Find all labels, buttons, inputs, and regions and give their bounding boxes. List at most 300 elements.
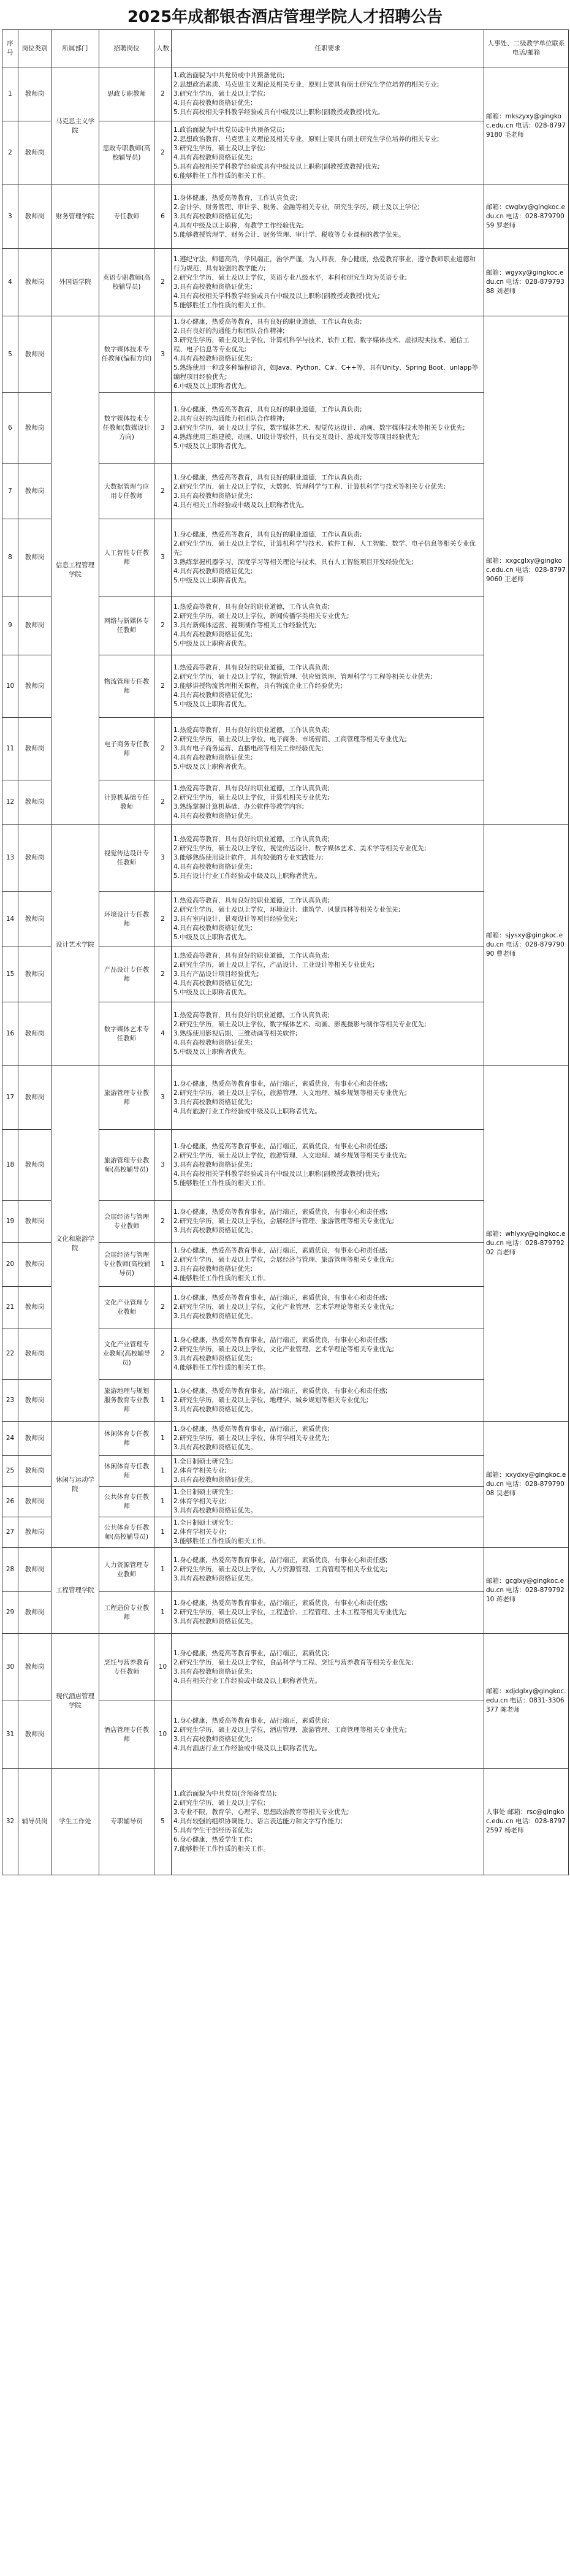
cell-count: 10 (154, 1701, 172, 1769)
cell-department: 学生工作处 (51, 1769, 99, 1875)
requirement-line: 4.具有旅游行业工作经验或中级及以上职称者优先。 (173, 1107, 322, 1115)
requirement-line: 2.研究生学历，硕士及以上学位，文化产业管理、艺术学理论等相关专业优先; (173, 1345, 395, 1353)
cell-count: 2 (154, 892, 172, 947)
cell-requirements (172, 1701, 484, 1769)
cell-requirements (172, 892, 484, 947)
cell-requirements (172, 1517, 484, 1548)
requirement-line: 1.身心健康，热爱高等教育事业，品行端正，素质优良，有事业心和责任感; (173, 1246, 388, 1254)
cell-requirements (172, 1548, 484, 1592)
cell-count: 1 (154, 1487, 172, 1517)
requirement-line: 3.具有高校教师资格证优先; (173, 1354, 253, 1362)
requirement-line: 2.研究生学历，硕士及以上学位，电子商务、市场营销、工商管理等相关专业优先; (173, 736, 408, 743)
cell-no: 7 (2, 464, 18, 519)
requirement-line: 2.研究生学历，硕士及以上学位，地理学、城乡规划等相关专业优先; (173, 1397, 369, 1404)
cell-no: 17 (2, 1066, 18, 1130)
cell-category: 教师岗 (18, 1201, 51, 1243)
requirement-line: 4.具有高校教师资格证优先; (173, 99, 253, 107)
cell-no: 20 (2, 1243, 18, 1287)
header-count: 人数 (154, 30, 172, 67)
cell-post: 人力资源管理专业教师 (99, 1548, 154, 1592)
cell-requirements (172, 249, 484, 316)
requirement-line: 3.具有室内设计、景观设计等项目经验优先; (173, 915, 298, 923)
cell-count: 1 (154, 1517, 172, 1548)
requirement-line: 4.熟练使用三维建模、动画、UI设计等软件，具有交互设计、游戏开发等项目经验优先; (173, 433, 420, 441)
cell-post: 英语专职教师(高校辅导员) (99, 249, 154, 316)
cell-no: 27 (2, 1517, 18, 1548)
cell-count: 3 (154, 316, 172, 393)
cell-requirements (172, 1066, 484, 1130)
cell-no: 31 (2, 1701, 18, 1769)
cell-count: 2 (154, 1328, 172, 1380)
requirement-line: 5.具有高校相关学科教学经验或具有中级及以上职称(副教授或教授)优先; (173, 162, 380, 170)
requirement-line: 4.具有相关工作经验或中级及以上职称者优先。 (173, 501, 309, 509)
requirement-line: 1.身体健康，热爱高等教育，工作认真负责; (173, 194, 298, 202)
requirement-line: 5.中级及以上职称者优先。 (173, 443, 251, 450)
cell-post: 大数据管理与应用专任教师 (99, 464, 154, 519)
requirement-line: 3.研究生学历，硕士及以上学位; (173, 90, 266, 97)
table-row (2, 1548, 569, 1592)
cell-category: 教师岗 (18, 892, 51, 947)
cell-category: 教师岗 (18, 1634, 51, 1701)
cell-no: 13 (2, 825, 18, 892)
cell-post: 环境设计专任教师 (99, 892, 154, 947)
cell-no: 28 (2, 1548, 18, 1592)
cell-requirements (172, 185, 484, 249)
requirement-line: 1.热爱高等教育，具有良好的职业道德，工作认真负责; (173, 897, 330, 904)
requirement-line: 4.具有高校教师资格证优先; (173, 863, 253, 871)
requirement-line: 3.研究生学历，硕士及以上学位; (173, 144, 266, 152)
requirement-line: 2.研究生学历，硕士及以上学位，环境设计、建筑学、风景园林等相关专业优先; (173, 906, 401, 913)
cell-count: 1 (154, 1548, 172, 1592)
cell-count: 2 (154, 947, 172, 1002)
cell-requirements (172, 1634, 484, 1701)
requirement-line: 2.研究生学历，硕士及以上学位，文化产业管理、艺术学理论等相关专业优先; (173, 1303, 395, 1311)
cell-category: 教师岗 (18, 655, 51, 718)
requirement-line: 1.身心健康，热爱高等教育事业，品行端正，素质优良，有事业心和责任感; (173, 1143, 388, 1150)
requirement-line: 2.研究生学历，硕士及以上学位，食品科学与工程、烹饪与营养教育等相关专业优先; (173, 1658, 414, 1666)
cell-post: 会展经济与管理专业教师(高校辅导员) (99, 1243, 154, 1287)
cell-requirements (172, 1130, 484, 1201)
cell-no: 9 (2, 596, 18, 655)
page-title: 2025年成都银杏酒店管理学院人才招聘公告 (127, 8, 443, 26)
cell-category: 教师岗 (18, 1487, 51, 1517)
requirement-line: 3.具有高校教师资格证优先; (173, 1098, 253, 1106)
cell-count: 1 (154, 1422, 172, 1456)
cell-requirements (172, 1328, 484, 1380)
cell-category: 教师岗 (18, 947, 51, 1002)
requirement-line: 3.研究生学历，硕士及以上学位，计算机科学与技术、软件工程、数字媒体技术、虚拟现实技术、通信工程、电子信息等专业优先; (173, 337, 469, 353)
cell-contact: 邮箱：whlyxy@gingkoc.edu.cn 电话：028-87979202 肖老师 (484, 1066, 569, 1422)
table-row (2, 1634, 569, 1701)
cell-count: 3 (154, 1130, 172, 1201)
cell-post: 数字媒体艺术专任教师 (99, 1002, 154, 1066)
cell-post: 专任教师 (99, 185, 154, 249)
requirement-line: 2.思想政治素质、马克思主义理论及相关专业，原则上要具有硕士研究生学位培养的相关专业; (173, 81, 439, 88)
requirement-line: 5.能够胜任工作性质的相关工作。 (173, 1179, 270, 1187)
requirement-line: 5.中级及以上职称者优先。 (173, 576, 251, 584)
cell-category: 教师岗 (18, 1380, 51, 1422)
cell-category: 教师岗 (18, 1066, 51, 1130)
requirement-line: 5.能够教授管理学、财务会计、财务管理、审计学、税收等专业课程的教学优先。 (173, 231, 405, 238)
cell-no: 15 (2, 947, 18, 1002)
requirement-line: 5.能够胜任工作性质的相关工作。 (173, 301, 270, 309)
cell-no: 30 (2, 1634, 18, 1701)
requirement-line: 3.具有高校教师资格证优先; (173, 213, 253, 220)
cell-category: 教师岗 (18, 1422, 51, 1456)
cell-category: 教师岗 (18, 718, 51, 780)
table-row (2, 825, 569, 892)
header-post: 招聘岗位 (99, 30, 154, 67)
cell-contact: 人事处 邮箱：rsc@gingkoc.edu.cn 电话：028-87972597 杨老师 (484, 1769, 569, 1875)
cell-count: 2 (154, 249, 172, 316)
requirement-line: 2.研究生学历，硕士及以上学位，人力资源管理、工商管理等相关专业优先; (173, 1566, 388, 1573)
requirement-line: 1.身心健康，热爱高等教育事业，品行端正，素质优良，有事业心和责任感; (173, 1557, 388, 1564)
cell-count: 3 (154, 519, 172, 596)
requirement-line: 3.具有产品设计项目经验优先; (173, 970, 259, 978)
cell-category: 辅导员岗 (18, 1769, 51, 1875)
cell-category: 教师岗 (18, 1130, 51, 1201)
cell-category: 教师岗 (18, 464, 51, 519)
requirement-line: 3.能够胜任工作性质的相关工作。 (173, 1538, 270, 1545)
requirement-line: 2.研究生学历，硕士及以上学位，旅游管理、人文地理、城乡规划等相关专业优先; (173, 1152, 408, 1159)
cell-no: 25 (2, 1456, 18, 1487)
cell-category: 教师岗 (18, 316, 51, 393)
cell-requirements (172, 316, 484, 393)
requirement-line: 1.身心健康，热爱高等教育事业，品行端正，素质优良; (173, 1425, 330, 1433)
cell-requirements (172, 519, 484, 596)
requirement-line: 2.研究生学历，硕士及以上学位; (173, 1799, 266, 1807)
cell-no: 22 (2, 1328, 18, 1380)
cell-post: 文化产业管理专业教师(高校辅导员) (99, 1328, 154, 1380)
requirement-line: 1.身心健康，热爱高等教育事业，品行端正，素质优良，有事业心和责任感; (173, 1080, 388, 1088)
cell-department: 设计艺术学院 (51, 825, 99, 1066)
requirement-line: 3.具有高校教师资格证优先。 (173, 1618, 257, 1625)
requirement-line: 5.中级及以上职称者优先。 (173, 763, 251, 771)
requirement-line: 1.全日制硕士研究生; (173, 1488, 234, 1496)
cell-department: 财务管理学院 (51, 185, 99, 249)
requirement-line: 2.研究生学历，硕士及以上学位，大数据、管理科学与工程、计算机科学与技术等相关专业优先; (173, 482, 446, 490)
requirement-line: 4.具有高校教师资格证优先; (173, 692, 253, 699)
cell-category: 教师岗 (18, 1701, 51, 1769)
requirement-line: 2.研究生学历，硕士及以上学位，体育学相关专业优先; (173, 1435, 330, 1442)
cell-department: 工程管理学院 (51, 1548, 99, 1634)
table-body (2, 67, 569, 1875)
requirement-line: 3.能够熟练使用设计软件，具有较强的专业实践能力; (173, 854, 324, 861)
requirement-line: 3.具有高校教师资格证优先。 (173, 1444, 257, 1451)
requirement-line: 3.能够讲授物流管理相关课程，具有物流企业工作经验优先; (173, 682, 343, 690)
cell-category: 教师岗 (18, 780, 51, 825)
header-no: 序号 (2, 30, 18, 67)
cell-category: 教师岗 (18, 1517, 51, 1548)
requirement-line: 4.能够胜任工作性质的相关工作。 (173, 1363, 270, 1371)
cell-department: 休闲与运动学院 (51, 1422, 99, 1548)
requirement-line: 2.研究生学历，硕士及以上学位，旅游管理、人文地理、城乡规划等相关专业优先; (173, 1089, 408, 1097)
requirement-line: 1.热爱高等教育，具有良好的职业道德，工作认真负责; (173, 952, 330, 959)
cell-no: 23 (2, 1380, 18, 1422)
requirement-line: 1.身心健康，热爱高等教育事业，品行端正，素质优良，有事业心和责任感; (173, 1208, 388, 1216)
requirement-line: 4.具有高校相关学科教学经验或具有中级及以上职称(副教授或教授)优先; (173, 292, 380, 300)
cell-post: 休闲体育专任教师 (99, 1456, 154, 1487)
cell-no: 10 (2, 655, 18, 718)
cell-no: 5 (2, 316, 18, 393)
requirement-line: 4.能够胜任工作性质的相关工作。 (173, 1274, 270, 1282)
table-row (2, 316, 569, 393)
requirement-line: 2.研究生学历，硕士及以上学位，新闻传播学类相关专业优先; (173, 612, 349, 620)
cell-count: 2 (154, 67, 172, 121)
requirement-line: 3.具有高校教师资格证优先。 (173, 1227, 257, 1234)
cell-count: 2 (154, 464, 172, 519)
requirement-line: 1.遵纪守法，师德高尚，学风端正，治学严谨，为人师表，身心健康，热爱教育事业，遵守教师职业道德和行为规范，具有较强的教学能力; (173, 255, 476, 272)
cell-department: 现代酒店管理学院 (51, 1634, 99, 1769)
cell-no: 16 (2, 1002, 18, 1066)
cell-requirements (172, 121, 484, 185)
table-row (2, 1422, 569, 1456)
requirement-line: 1.热爱高等教育，具有良好的职业道德，工作认真负责; (173, 784, 330, 792)
requirement-line: 4.具有高校教师资格证优先; (173, 980, 253, 987)
cell-contact: 邮箱：cwglxy@gingkoc.edu.cn 电话：028-87979059 罗老师 (484, 185, 569, 249)
cell-count: 2 (154, 780, 172, 825)
requirement-line: 2.具有良好的沟通能力和团队合作精神; (173, 415, 285, 422)
requirement-line: 4.具有高校教师资格证优先; (173, 153, 253, 161)
cell-contact: 邮箱：xdjdglxy@gingkoc.edu.cn 电话：0831-3306377 陈老师 (484, 1634, 569, 1769)
requirement-line: 3.研究生学历，硕士及以上学位，数字媒体艺术、视觉传达设计、动画、数字媒体技术等相关专业优先; (173, 424, 465, 432)
cell-requirements (172, 1002, 484, 1066)
requirement-line: 1.身心健康，热爱高等教育，具有良好的职业道德，工作认真负责; (173, 406, 362, 413)
requirement-line: 4.具有酒店行业工作经验或中级及以上职称者优先。 (173, 1744, 322, 1752)
requirement-line: 2.研究生学历，硕士及以上学位，英语专业八级水平，本科和研究生均为英语专业; (173, 273, 408, 281)
cell-requirements (172, 67, 484, 121)
requirement-line: 1.热爱高等教育，具有良好的职业道德，工作认真负责; (173, 664, 330, 671)
requirement-line: 1.热爱高等教育，具有良好的职业道德，工作认真负责; (173, 1012, 330, 1019)
requirement-line: 3.具有电子商务运营、直播电商等相关工作经验优先; (173, 745, 324, 752)
requirement-line: 2.体育学相关专业; (173, 1528, 227, 1536)
cell-requirements (172, 1487, 484, 1517)
requirement-line: 7.能够胜任工作性质的相关工作。 (173, 1845, 270, 1853)
requirement-line: 1.身心健康，热爱高等教育事业，品行端正，素质优良，有事业心和责任感; (173, 1599, 388, 1607)
requirement-line: 2.研究生学历，硕士及以上学位，视觉传达设计、数字媒体艺术、美术学等相关专业优先; (173, 845, 427, 852)
cell-count: 1 (154, 1456, 172, 1487)
cell-category: 教师岗 (18, 825, 51, 892)
requirement-line: 3.具有高校教师资格证优先; (173, 283, 253, 291)
requirement-line: 1.热爱高等教育，具有良好的职业道德，工作认真负责; (173, 603, 330, 611)
cell-count: 4 (154, 1002, 172, 1066)
requirement-line: 3.具有高校教师资格证优先。 (173, 1313, 257, 1320)
cell-post: 旅游管理专业教师 (99, 1066, 154, 1130)
cell-department: 信息工程管理学院 (51, 316, 99, 825)
cell-no: 14 (2, 892, 18, 947)
cell-count: 2 (154, 1201, 172, 1243)
cell-count: 1 (154, 1592, 172, 1634)
requirement-line: 4.具有高校相关学科教学经验或具有中级及以上职称(副教授或教授)优先; (173, 1170, 380, 1178)
requirement-line: 2.研究生学历，硕士及以上学位，产品设计、工业设计等相关专业优先; (173, 961, 375, 969)
requirement-line: 3.具有新媒体运营、视频制作等相关工作经验优先; (173, 622, 317, 629)
cell-post: 人工智能专任教师 (99, 519, 154, 596)
cell-category: 教师岗 (18, 1328, 51, 1380)
cell-contact: 邮箱：gcglxy@gingkoc.edu.cn 电话：028-87979210 蒋老师 (484, 1548, 569, 1634)
requirement-line: 2.具有良好的沟通能力和团队合作精神; (173, 327, 285, 335)
cell-post: 视觉传达设计专任教师 (99, 825, 154, 892)
requirement-line: 4.具有高校教师资格证优先; (173, 355, 253, 362)
cell-contact: 邮箱：xxydxy@gingkoc.edu.cn 电话：028-87979008 吴老师 (484, 1422, 569, 1548)
cell-department: 外国语学院 (51, 249, 99, 316)
requirement-line: 1.政治面貌为中共党员或中共预备党员; (173, 72, 285, 79)
cell-requirements (172, 780, 484, 825)
requirement-line: 4.具有高校教师资格证优先; (173, 567, 253, 575)
requirement-line: 5.具有设计行业工作经验或中级及以上职称者优先。 (173, 872, 322, 880)
cell-requirements (172, 1380, 484, 1422)
requirement-line: 4.具有高校教师资格证优先; (173, 631, 253, 638)
requirement-line: 1.身心健康，热爱高等教育事业，品行端正，素质优良; (173, 1649, 330, 1657)
requirement-line: 3.具有高校教师资格证优先。 (173, 1476, 257, 1484)
cell-contact: 邮箱：mkszyxy@gingkoc.edu.cn 电话：028-87979180 毛老师 (484, 67, 569, 185)
cell-count: 2 (154, 655, 172, 718)
cell-category: 教师岗 (18, 519, 51, 596)
header-contact: 人事处、二级教学单位联系电话/邮箱 (484, 30, 569, 67)
cell-post: 数字媒体技术专任教师(编程方向) (99, 316, 154, 393)
requirement-line: 6.身心健康，热爱学生工作; (173, 1836, 253, 1843)
cell-post: 工程造价专业教师 (99, 1592, 154, 1634)
cell-no: 8 (2, 519, 18, 596)
table-row (2, 1066, 569, 1130)
cell-no: 2 (2, 121, 18, 185)
cell-post: 物流管理专任教师 (99, 655, 154, 718)
requirement-line: 1.身心健康，热爱高等教育，具有良好的职业道德，工作认真负责; (173, 473, 362, 481)
cell-count: 3 (154, 825, 172, 892)
header-department: 所属部门 (51, 30, 99, 67)
requirement-line: 4.具有较强的组织协调能力、语言表达能力和文字写作能力; (173, 1818, 343, 1825)
requirement-line: 1.身心健康，热爱高等教育事业，品行端正，素质优良，有事业心和责任感; (173, 1294, 388, 1301)
table-row (2, 185, 569, 249)
cell-category: 教师岗 (18, 1287, 51, 1328)
requirement-line: 4.具有中级及以上职称，有教学工作经验优先; (173, 222, 305, 229)
cell-no: 19 (2, 1201, 18, 1243)
cell-post: 产品设计专任教师 (99, 947, 154, 1002)
cell-count: 5 (154, 1769, 172, 1875)
cell-count: 2 (154, 718, 172, 780)
requirement-line: 2.体育学相关专业; (173, 1467, 227, 1474)
requirement-line: 3.具有高校教师资格证优先。 (173, 1507, 257, 1514)
requirement-line: 5.具有学生干部经历者优先; (173, 1827, 253, 1834)
cell-post: 思政专职教师 (99, 67, 154, 121)
requirement-line: 4.具有高校教师资格证优先; (173, 1039, 253, 1046)
recruitment-table (2, 29, 569, 1875)
cell-requirements (172, 655, 484, 718)
cell-requirements (172, 1422, 484, 1456)
requirement-line: 6.中级及以上职称者优先。 (173, 383, 251, 390)
requirement-line: 3.具有高校教师资格证优先; (173, 492, 253, 500)
requirement-line: 1.热爱高等教育，具有良好的职业道德，工作认真负责; (173, 726, 330, 734)
requirement-line: 3.具有高校教师资格证优先。 (173, 1575, 257, 1582)
cell-requirements (172, 393, 484, 464)
cell-category: 教师岗 (18, 1592, 51, 1634)
cell-requirements (172, 947, 484, 1002)
requirement-line: 1.身心健康，热爱高等教育事业，品行端正，素质优良，有事业心和责任感; (173, 1336, 388, 1344)
requirement-line: 1.身心健康，热爱高等教育，具有良好的职业道德，工作认真负责; (173, 530, 362, 538)
table-header-row (2, 30, 569, 67)
requirement-line: 5.中级及以上职称者优先。 (173, 701, 251, 708)
cell-no: 32 (2, 1769, 18, 1875)
requirement-line: 2.研究生学历，硕士及以上学位，酒店管理、旅游管理、工商管理等相关专业优先; (173, 1726, 408, 1734)
header-requirements: 任职要求 (172, 30, 484, 67)
requirement-line: 2.研究生学历，硕士及以上学位，数字媒体艺术、动画、影视摄影与制作等相关专业优先; (173, 1021, 427, 1028)
cell-count: 2 (154, 1287, 172, 1328)
cell-category: 教师岗 (18, 185, 51, 249)
requirement-line: 2.研究生学历，硕士及以上学位，物流管理、供应链管理、管理科学与工程等相关专业优先; (173, 673, 433, 680)
cell-category: 教师岗 (18, 1243, 51, 1287)
cell-no: 21 (2, 1287, 18, 1328)
cell-requirements (172, 464, 484, 519)
table-row (2, 1769, 569, 1875)
cell-department: 马克思主义学院 (51, 67, 99, 185)
requirement-line: 3.熟练掌握计算机基础、办公软件等教学内容; (173, 802, 305, 810)
requirement-line: 1.身心健康，热爱高等教育事业，品行端正，素质优良; (173, 1717, 330, 1724)
cell-contact: 邮箱：xxgcglxy@gingkoc.edu.cn 电话：028-87979060 王老师 (484, 316, 569, 825)
cell-requirements (172, 1456, 484, 1487)
requirement-line: 5.具有高校相关学科教学经验或具有中级及以上职称(副教授或教授)优先。 (173, 109, 384, 116)
requirement-line: 5.中级及以上职称者优先。 (173, 989, 251, 996)
cell-post: 网络与新媒体专任教师 (99, 596, 154, 655)
cell-no: 3 (2, 185, 18, 249)
cell-category: 教师岗 (18, 1002, 51, 1066)
header-category: 岗位类别 (18, 30, 51, 67)
cell-requirements (172, 1287, 484, 1328)
requirement-line: 2.会计学、财务管理、审计学、税务、金融等相关专业，研究生学历，硕士及以上学位; (173, 204, 420, 211)
cell-requirements (172, 1201, 484, 1243)
cell-post: 数字媒体技术专任教师(数媒设计方向) (99, 393, 154, 464)
cell-post: 公共体育专任教师(高校辅导员) (99, 1517, 154, 1548)
requirement-line: 3.具有高校教师资格证优先; (173, 1161, 253, 1168)
cell-contact: 邮箱：wgyxy@gingkoc.edu.cn 电话：028-87979388 刘老师 (484, 249, 569, 316)
requirement-line: 2.研究生学历，硕士及以上学位，计算机科学与技术、软件工程、人工智能、数学、电子信息等相关专业优先; (173, 539, 476, 557)
cell-category: 教师岗 (18, 67, 51, 121)
cell-category: 教师岗 (18, 121, 51, 185)
cell-category: 教师岗 (18, 1548, 51, 1592)
requirement-line: 1.全日制硕士研究生; (173, 1458, 234, 1465)
cell-post: 专职辅导员 (99, 1769, 154, 1875)
cell-post: 会展经济与管理专业教师 (99, 1201, 154, 1243)
requirement-line: 5.中级及以上职称者优先。 (173, 640, 251, 647)
cell-no: 12 (2, 780, 18, 825)
requirement-line: 1.身心健康，热爱高等教育事业，品行端正，素质优良，有事业心和责任感; (173, 1387, 388, 1395)
requirement-line: 4.具有相关行业工作经验或中级及以上职称者优先。 (173, 1677, 322, 1685)
cell-count: 1 (154, 1243, 172, 1287)
cell-count: 2 (154, 121, 172, 185)
requirement-line: 4.具有高校教师资格证优先; (173, 924, 253, 932)
cell-no: 6 (2, 393, 18, 464)
cell-count: 6 (154, 185, 172, 249)
requirement-line: 2.体育学相关专业; (173, 1498, 227, 1505)
requirement-line: 5.中级及以上职称者优先。 (173, 934, 251, 941)
cell-no: 1 (2, 67, 18, 121)
cell-requirements (172, 1243, 484, 1287)
requirement-line: 1.全日制硕士研究生; (173, 1519, 234, 1526)
requirement-line: 3.具有高校教师资格证优先; (173, 1667, 253, 1675)
cell-no: 4 (2, 249, 18, 316)
cell-count: 10 (154, 1634, 172, 1701)
cell-no: 29 (2, 1592, 18, 1634)
cell-count: 3 (154, 393, 172, 464)
cell-post: 休闲体育专任教师 (99, 1422, 154, 1456)
requirement-line: 5.中级及以上职称者优先。 (173, 1048, 251, 1056)
cell-post: 旅游地理与规划服务教育专业教师 (99, 1380, 154, 1422)
cell-count: 3 (154, 1066, 172, 1130)
cell-category: 教师岗 (18, 393, 51, 464)
requirement-line: 1.政治面貌为中共党员(含预备党员); (173, 1790, 277, 1797)
requirement-line: 1.政治面貌为中共党员或中共预备党员; (173, 126, 285, 134)
cell-requirements (172, 1592, 484, 1634)
cell-requirements (172, 596, 484, 655)
table-row (2, 249, 569, 316)
